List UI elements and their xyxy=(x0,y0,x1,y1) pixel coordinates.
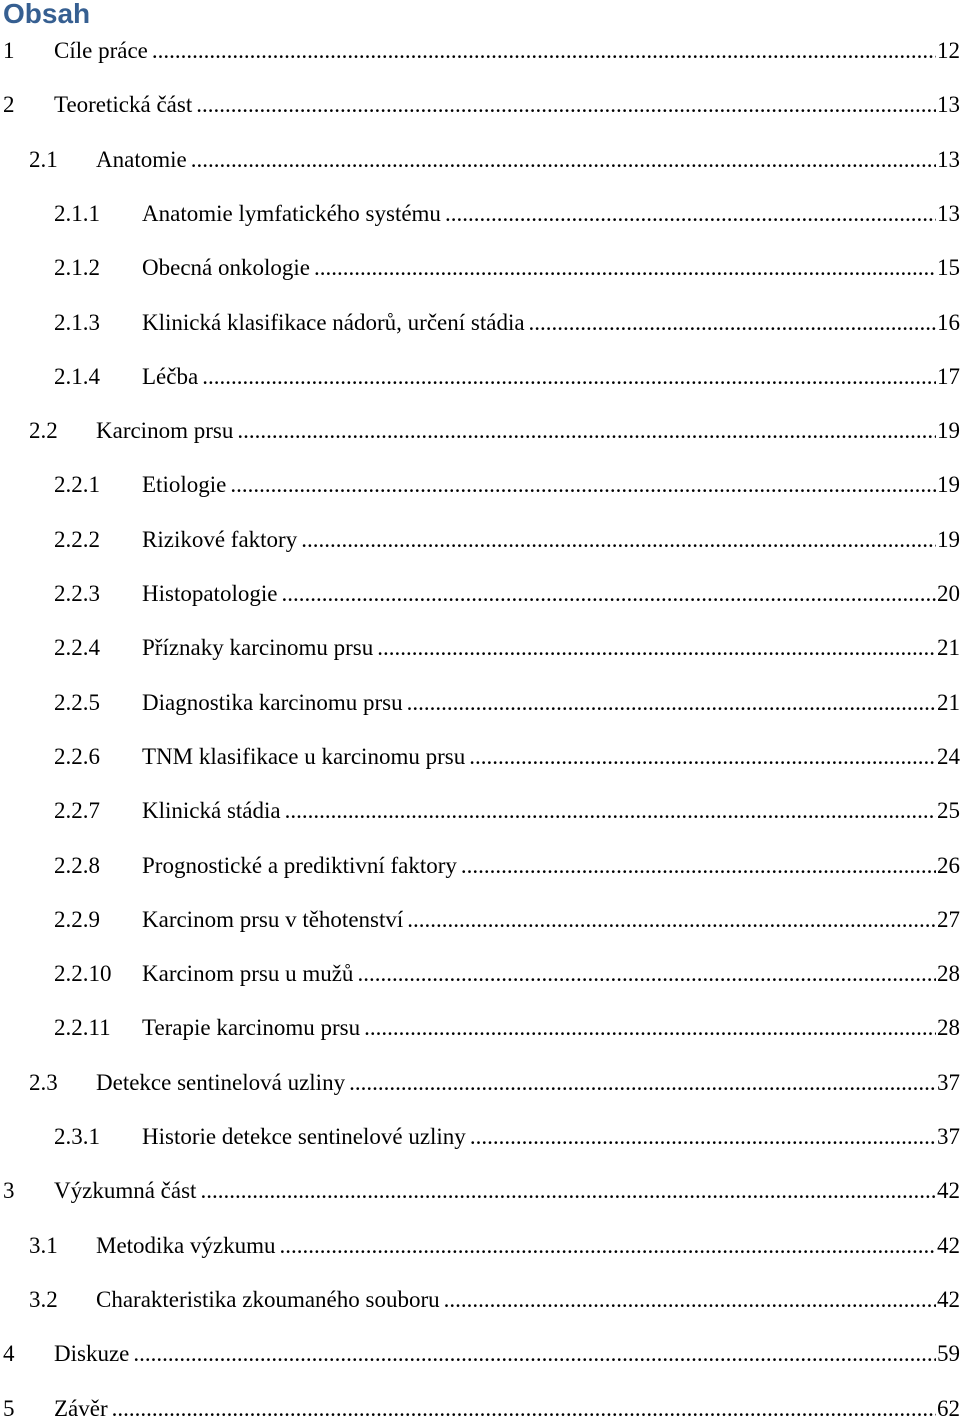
toc-entry-page-number: 21 xyxy=(937,689,960,715)
toc-entry-number: 2.3 xyxy=(29,1069,58,1095)
toc-entry-page-number: 62 xyxy=(937,1395,960,1421)
toc-entry[interactable] xyxy=(0,199,960,229)
toc-entry-number: 2.1.1 xyxy=(54,200,100,226)
toc-entry[interactable] xyxy=(0,1176,960,1206)
toc-entry-number: 3 xyxy=(3,1178,15,1204)
dot-leader xyxy=(133,1339,936,1369)
toc-entry-line xyxy=(54,90,960,120)
toc-entry-line xyxy=(142,525,960,555)
toc-entry[interactable] xyxy=(0,90,960,120)
toc-entry-number: 2.1 xyxy=(29,146,58,172)
toc-entry-label: Historie detekce sentinelové uzliny xyxy=(142,1124,466,1149)
toc-entry-page-number: 42 xyxy=(937,1232,960,1258)
toc-entry-label: Karcinom prsu v těhotenství xyxy=(142,906,404,932)
toc-entry-label: Anatomie xyxy=(96,146,187,172)
toc-entry-number: 2.3.1 xyxy=(54,1124,100,1149)
toc-entry-line xyxy=(142,308,960,338)
toc-entry-number: 2.2 xyxy=(29,418,58,444)
toc-entry-number: 4 xyxy=(3,1341,15,1367)
toc-entry-page-number: 12 xyxy=(937,38,960,63)
toc-entry-page-number: 26 xyxy=(937,852,960,878)
toc-entry-label: Detekce sentinelová uzliny xyxy=(96,1069,346,1095)
toc-entry[interactable] xyxy=(0,525,960,555)
toc-entry-label: Obecná onkologie xyxy=(142,255,310,281)
toc-entry-page-number: 37 xyxy=(937,1124,960,1149)
toc-entry-page-number: 21 xyxy=(937,635,960,661)
toc-entry-page-number: 28 xyxy=(937,961,960,987)
dot-leader xyxy=(237,416,936,446)
toc-entry-label: Histopatologie xyxy=(142,581,278,606)
toc-entry-label: Příznaky karcinomu prsu xyxy=(142,635,374,661)
toc-entry-number: 2.2.9 xyxy=(54,906,100,932)
toc-entry-page-number: 27 xyxy=(937,906,960,932)
toc-entry-label: Výzkumná část xyxy=(54,1178,197,1204)
toc-entry-number: 2.2.2 xyxy=(54,526,100,552)
dot-leader xyxy=(285,796,936,826)
toc-entry-page-number: 28 xyxy=(937,1015,960,1041)
toc-entry-label: Rizikové faktory xyxy=(142,526,298,552)
toc-entry-page-number: 19 xyxy=(937,418,960,444)
toc-entry-line xyxy=(142,633,960,663)
toc-entry-line xyxy=(142,851,960,881)
toc-entry-line xyxy=(142,688,960,718)
toc-entry-line xyxy=(142,199,960,229)
dot-leader xyxy=(280,1231,937,1261)
toc-entry[interactable] xyxy=(0,1339,960,1369)
toc-entry-line xyxy=(142,905,960,935)
toc-entry-label: Karcinom prsu xyxy=(96,418,234,444)
toc-entry-page-number: 20 xyxy=(937,581,960,606)
toc-entry-number: 2.1.2 xyxy=(54,255,100,281)
toc-entry-line xyxy=(96,1285,960,1315)
toc-entry-page-number: 19 xyxy=(937,526,960,552)
toc-entry-line xyxy=(142,1013,960,1043)
toc-entry-number: 2.2.11 xyxy=(54,1015,111,1041)
toc-entry-line xyxy=(142,579,960,609)
toc-entry-label: Klinická stádia xyxy=(142,798,281,824)
toc-entry-page-number: 13 xyxy=(937,200,960,226)
toc-entry-line xyxy=(54,1339,960,1369)
toc-entry[interactable] xyxy=(0,688,960,718)
toc-entry-number: 2.2.8 xyxy=(54,852,100,878)
toc-entry[interactable] xyxy=(0,905,960,935)
toc-entry-page-number: 13 xyxy=(937,92,960,118)
toc-entry-page-number: 19 xyxy=(937,472,960,498)
toc-entry-label: Terapie karcinomu prsu xyxy=(142,1015,361,1041)
toc-entry-label: Závěr xyxy=(54,1395,108,1421)
toc-entry[interactable] xyxy=(0,253,960,283)
dot-leader xyxy=(364,1013,936,1043)
toc-entry-label: Teoretická část xyxy=(54,92,193,118)
toc-entry[interactable] xyxy=(0,1394,960,1424)
toc-entry-label: Cíle práce xyxy=(54,38,148,63)
toc-entry-line xyxy=(96,145,960,175)
toc-entry[interactable] xyxy=(0,851,960,881)
toc-entry-number: 2.2.4 xyxy=(54,635,100,661)
toc-entry[interactable] xyxy=(0,36,960,66)
toc-entry-page-number: 42 xyxy=(937,1178,960,1204)
dot-leader xyxy=(202,362,936,392)
toc-title: Obsah xyxy=(3,0,91,29)
toc-entry-number: 3.1 xyxy=(29,1232,58,1258)
toc-entry[interactable] xyxy=(0,796,960,826)
toc-entry[interactable] xyxy=(0,470,960,500)
toc-entry[interactable] xyxy=(0,633,960,663)
toc-entry-page-number: 59 xyxy=(937,1341,960,1367)
dot-leader xyxy=(470,1122,936,1152)
dot-leader xyxy=(112,1394,936,1424)
toc-entry[interactable] xyxy=(0,579,960,609)
toc-entry-page-number: 13 xyxy=(937,146,960,172)
toc-entry[interactable] xyxy=(0,416,960,446)
toc-entry-label: Karcinom prsu u mužů xyxy=(142,961,354,987)
toc-entry-label: Etiologie xyxy=(142,472,227,498)
toc-entry-label: TNM klasifikace u karcinomu prsu xyxy=(142,743,466,769)
toc-entry-line xyxy=(142,959,960,989)
dot-leader xyxy=(200,1176,936,1206)
toc-entry-line xyxy=(96,416,960,446)
toc-entry-page-number: 15 xyxy=(937,255,960,281)
toc-entry-line xyxy=(142,796,960,826)
dot-leader xyxy=(191,145,936,175)
toc-entry-line xyxy=(96,1068,960,1098)
toc-entry[interactable] xyxy=(0,308,960,338)
toc-entry-number: 2.2.3 xyxy=(54,581,100,606)
toc-entry[interactable] xyxy=(0,1013,960,1043)
toc-entry-label: Klinická klasifikace nádorů, určení stádia xyxy=(142,309,525,335)
dot-leader xyxy=(469,742,936,772)
dot-leader xyxy=(230,470,936,500)
dot-leader xyxy=(314,253,936,283)
toc-entry-number: 2.2.1 xyxy=(54,472,100,498)
toc-entry-label: Prognostické a prediktivní faktory xyxy=(142,852,457,878)
toc-entry-label: Diagnostika karcinomu prsu xyxy=(142,689,403,715)
toc-entry-label: Diskuze xyxy=(54,1341,130,1367)
dot-leader xyxy=(529,308,936,338)
toc-entry-label: Metodika výzkumu xyxy=(96,1232,276,1258)
toc-entry-page-number: 37 xyxy=(937,1069,960,1095)
toc-entry-number: 2.2.5 xyxy=(54,689,100,715)
dot-leader xyxy=(349,1068,936,1098)
toc-entry-line xyxy=(142,253,960,283)
toc-entry-page-number: 25 xyxy=(937,798,960,824)
toc-entry-line xyxy=(142,470,960,500)
toc-entry[interactable] xyxy=(0,959,960,989)
dot-leader xyxy=(196,90,936,120)
toc-entry-number: 2.2.7 xyxy=(54,798,100,824)
toc-entry-page-number: 42 xyxy=(937,1286,960,1312)
toc-entry-label: Charakteristika zkoumaného souboru xyxy=(96,1286,440,1312)
dot-leader xyxy=(461,851,936,881)
toc-entry-line xyxy=(96,1231,960,1261)
toc-entry[interactable] xyxy=(0,1285,960,1315)
toc-entry-number: 1 xyxy=(3,38,15,63)
toc-entry-number: 2.2.10 xyxy=(54,961,112,987)
toc-entry-number: 2.1.3 xyxy=(54,309,100,335)
toc-entry[interactable] xyxy=(0,742,960,772)
dot-leader xyxy=(357,959,936,989)
toc-entry-number: 2.2.6 xyxy=(54,743,100,769)
toc-entry-line xyxy=(142,742,960,772)
toc-entry-page-number: 24 xyxy=(937,743,960,769)
toc-entry[interactable] xyxy=(0,1231,960,1261)
dot-leader xyxy=(407,688,936,718)
dot-leader xyxy=(444,1285,936,1315)
dot-leader xyxy=(281,579,936,609)
dot-leader xyxy=(407,905,936,935)
toc-entry-number: 5 xyxy=(3,1395,15,1421)
dot-leader xyxy=(377,633,936,663)
toc-entry-page-number: 17 xyxy=(937,363,960,389)
toc-entry-label: Anatomie lymfatického systému xyxy=(142,200,441,226)
toc-entry-number: 2.1.4 xyxy=(54,363,100,389)
toc-entry-line xyxy=(54,1176,960,1206)
dot-leader xyxy=(445,199,936,229)
toc-entry[interactable] xyxy=(0,1068,960,1098)
toc-entry-number: 3.2 xyxy=(29,1286,58,1312)
dot-leader xyxy=(152,36,936,66)
toc-entry-number: 2 xyxy=(3,92,15,118)
toc-entry[interactable] xyxy=(0,362,960,392)
toc-entry-line xyxy=(142,362,960,392)
toc-entry[interactable] xyxy=(0,145,960,175)
dot-leader xyxy=(301,525,936,555)
toc-entry-line xyxy=(54,36,960,66)
toc-entry-label: Léčba xyxy=(142,363,199,389)
toc-entry-line xyxy=(54,1394,960,1424)
toc-entry[interactable] xyxy=(0,1122,960,1152)
toc-entry-line xyxy=(142,1122,960,1152)
toc-entry-page-number: 16 xyxy=(937,309,960,335)
